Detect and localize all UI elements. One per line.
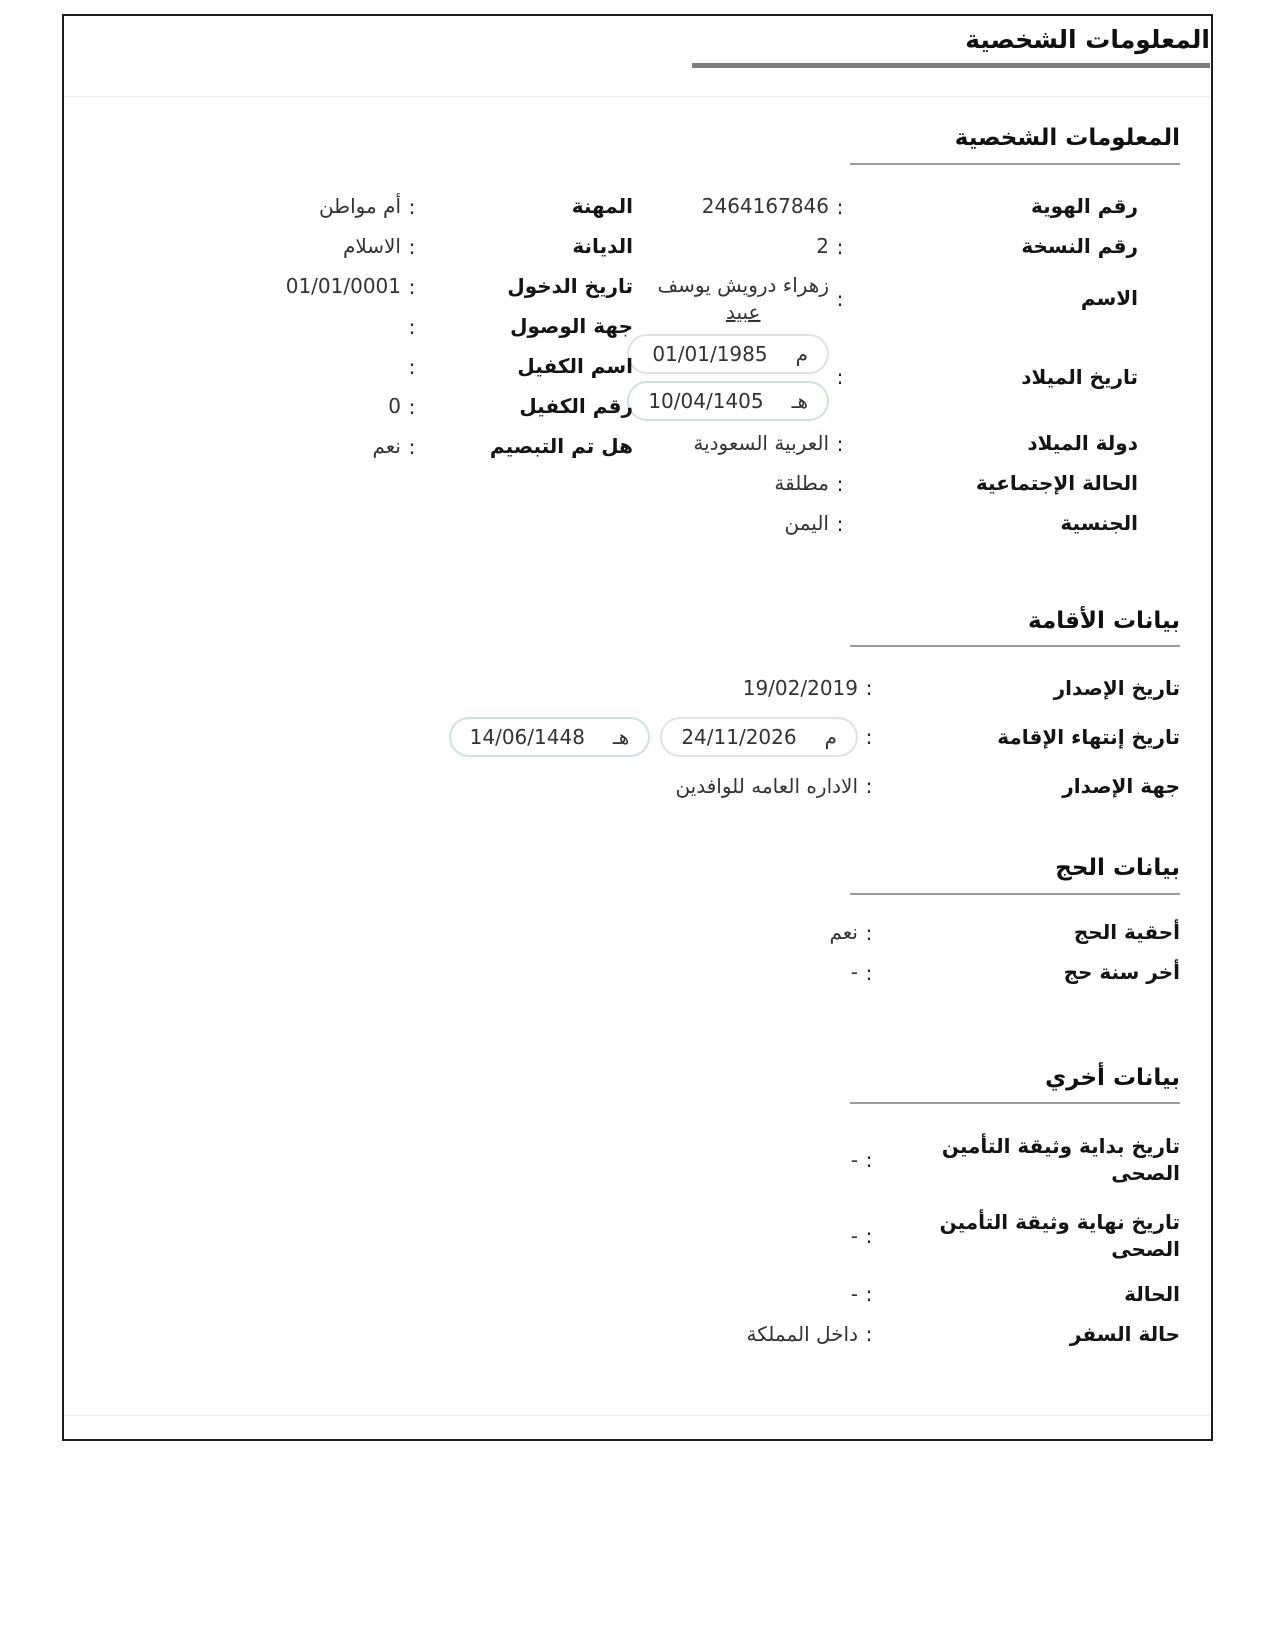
field-issue-date (100, 665, 1180, 711)
colon: : (865, 1322, 873, 1347)
personal-info-rows (100, 187, 1180, 544)
field-hajj-eligibility (100, 913, 1180, 953)
field-status (100, 1274, 1180, 1314)
section-title: بيانات الأقامة (1028, 607, 1180, 634)
field-label: تاريخ إنتهاء الإقامة (997, 724, 1180, 749)
colon: : (408, 274, 416, 299)
field-residence-expiry-date (100, 711, 1180, 763)
personal-info-card (62, 14, 1213, 1441)
hajj-rows (100, 913, 1180, 993)
expiry-gregorian-pill (660, 717, 858, 757)
field-value: 2464167846 (701, 194, 829, 219)
field-value: داخل المملكة (746, 1321, 858, 1346)
section-personal-info (100, 125, 1180, 165)
field-value (657, 272, 829, 326)
colon: : (865, 960, 873, 985)
field-value: اليمن (784, 511, 829, 536)
name-line-1: زهراء درويش يوسف (657, 272, 829, 297)
hijri-calendar-letter: هـ (612, 725, 630, 750)
field-last-hajj-year (100, 953, 1180, 993)
section-title: بيانات الحج (1055, 855, 1180, 882)
field-birth-date (633, 331, 1138, 424)
colon: : (836, 234, 844, 259)
colon: : (865, 676, 873, 701)
gregorian-calendar-letter: م (795, 341, 808, 366)
field-label: رقم النسخة (1021, 234, 1138, 259)
section-residence (100, 608, 1180, 648)
field-name (633, 267, 1138, 331)
gregorian-date: 01/01/1985 (652, 341, 768, 366)
field-label: الاسم (1080, 286, 1138, 311)
birth-date-hijri-pill (627, 381, 829, 421)
card-content (64, 125, 1211, 1354)
colon: : (408, 394, 416, 419)
field-birth-country (633, 424, 1138, 464)
field-label: أخر سنة حج (1063, 960, 1180, 985)
section-hajj (100, 855, 1180, 895)
field-label: حالة السفر (1069, 1321, 1180, 1346)
colon: : (836, 365, 844, 390)
field-label: تاريخ الإصدار (1053, 675, 1180, 700)
gregorian-calendar-letter: م (824, 725, 837, 750)
colon: : (836, 286, 844, 311)
hijri-date: 10/04/1405 (648, 388, 764, 413)
field-insurance-end-date (100, 1198, 1180, 1274)
other-rows (100, 1122, 1180, 1354)
field-issuer (100, 763, 1180, 809)
field-value: 19/02/2019 (742, 675, 858, 700)
section-rule (850, 645, 1180, 647)
field-entry-date (100, 267, 633, 307)
section-rule (850, 893, 1180, 895)
section-other (100, 1065, 1180, 1105)
field-arrival-port (100, 307, 633, 347)
field-fingerprinted (100, 427, 633, 467)
field-label: هل تم التبصيم (489, 434, 633, 459)
field-label: المهنة (571, 194, 633, 219)
field-label: الحالة الإجتماعية (975, 471, 1138, 496)
hijri-calendar-letter: هـ (791, 388, 808, 413)
gregorian-date: 24/11/2026 (681, 725, 797, 750)
field-value: - (850, 1223, 858, 1248)
birth-date-pills (627, 334, 829, 421)
field-label: رقم الكفيل (519, 394, 633, 419)
hijri-date: 14/06/1448 (469, 725, 585, 750)
expiry-date-pills (449, 717, 858, 757)
field-id-number (633, 187, 1138, 227)
field-label: الحالة (1124, 1281, 1180, 1306)
section-rule (850, 163, 1180, 165)
field-occupation (100, 187, 633, 227)
colon: : (408, 434, 416, 459)
section-rule (850, 1102, 1180, 1104)
section-title: بيانات أخري (1045, 1064, 1180, 1091)
colon: : (408, 194, 416, 219)
field-nationality (633, 504, 1138, 544)
field-religion (100, 227, 633, 267)
colon: : (408, 314, 416, 339)
personal-right-column (633, 187, 1138, 544)
tab-bar (64, 16, 1211, 97)
field-marital-status (633, 464, 1138, 504)
field-label: تاريخ الميلاد (1021, 364, 1138, 389)
field-label: الديانة (572, 234, 633, 259)
colon: : (865, 1224, 873, 1249)
field-value: الاسلام (342, 234, 401, 259)
field-value: أم مواطن (318, 194, 401, 219)
field-value: - (850, 960, 858, 985)
field-value: العربية السعودية (693, 431, 829, 456)
field-label: دولة الميلاد (1027, 431, 1138, 456)
field-value: نعم (829, 920, 858, 945)
residence-rows (100, 665, 1180, 809)
colon: : (865, 774, 873, 799)
field-label: رقم الهوية (1030, 194, 1138, 219)
field-value: مطلقة (774, 471, 829, 496)
field-copy-number (633, 227, 1138, 267)
colon: : (408, 234, 416, 259)
colon: : (865, 1282, 873, 1307)
field-label: أحقية الحج (1073, 920, 1180, 945)
colon: : (865, 920, 873, 945)
field-sponsor-name (100, 347, 633, 387)
name-line-2: عبيد (725, 299, 761, 324)
tab-personal-info[interactable]: المعلومات الشخصية (965, 25, 1210, 54)
colon: : (408, 354, 416, 379)
section-title: المعلومات الشخصية (954, 125, 1180, 151)
colon: : (865, 1148, 873, 1173)
field-label: تاريخ بداية وثيقة التأمين الصحى (941, 1134, 1180, 1186)
colon: : (836, 194, 844, 219)
field-label: تاريخ نهاية وثيقة التأمين الصحى (939, 1210, 1180, 1262)
colon: : (865, 725, 873, 750)
field-sponsor-number (100, 387, 633, 427)
field-label: جهة الوصول (510, 314, 633, 339)
colon: : (836, 471, 844, 496)
field-value: 0 (388, 394, 401, 419)
field-value: - (850, 1281, 858, 1306)
field-value: 2 (816, 234, 829, 259)
field-value: - (850, 1147, 858, 1172)
field-label: تاريخ الدخول (507, 274, 633, 299)
colon: : (836, 431, 844, 456)
field-insurance-start-date (100, 1122, 1180, 1198)
field-value: الاداره العامه للوافدين (675, 773, 858, 798)
field-label: جهة الإصدار (1062, 773, 1180, 798)
field-value: 01/01/0001 (285, 274, 401, 299)
field-value: نعم (372, 434, 401, 459)
expiry-hijri-pill (449, 717, 651, 757)
bottom-divider (64, 1415, 1211, 1416)
tab-active-underline (692, 63, 1210, 68)
birth-date-gregorian-pill (627, 334, 829, 374)
field-label: الجنسية (1060, 511, 1138, 536)
personal-left-column (100, 187, 633, 544)
field-travel-status (100, 1314, 1180, 1354)
colon: : (836, 511, 844, 536)
field-label: اسم الكفيل (517, 354, 633, 379)
